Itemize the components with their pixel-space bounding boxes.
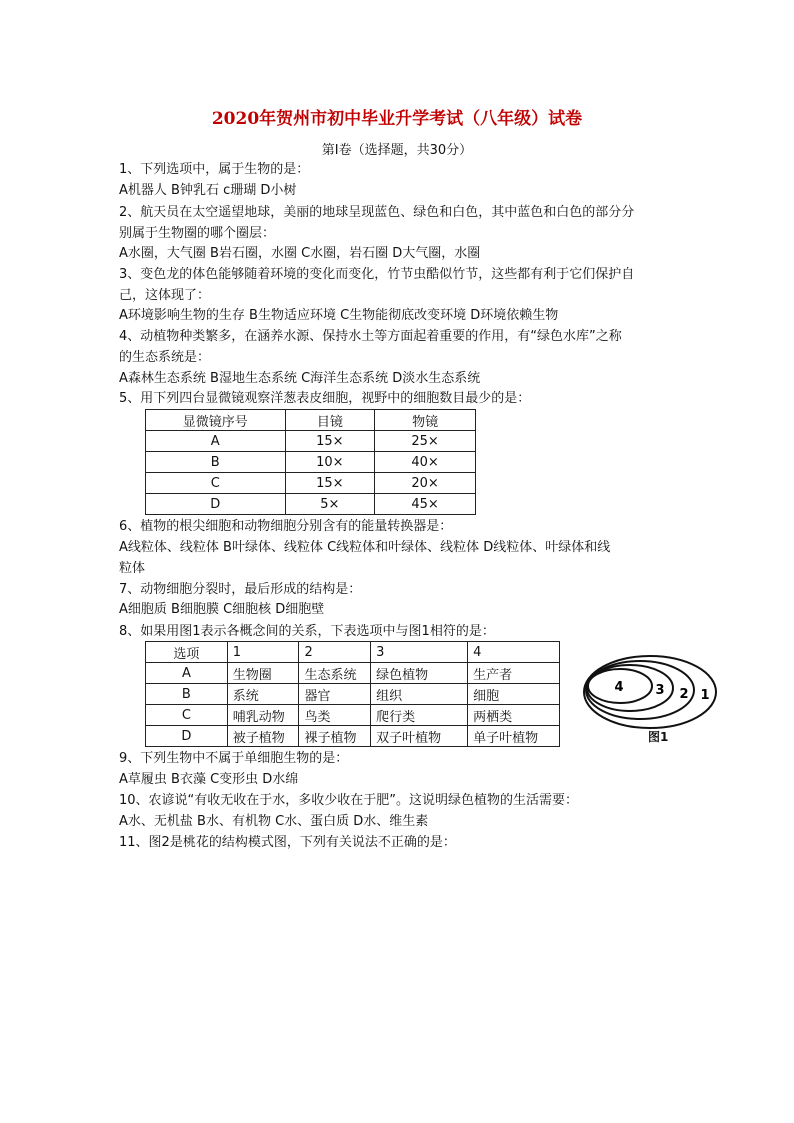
question-line: 别属于生物圈的哪个圈层： [119, 226, 276, 241]
table-cell: 细胞 [468, 684, 560, 705]
question-line: 8、如果用图1表示各概念间的关系，下表选项中与图1相符的是： [119, 624, 495, 639]
question-line: A线粒体、线粒体 B叶绿体、线粒体 C线粒体和叶绿体、线粒体 D线粒体、叶绿体和线 [119, 540, 611, 555]
question-line: A水、无机盐 B水、有机物 C水、蛋白质 D水、维生素 [119, 814, 429, 829]
table-cell: 生产者 [468, 663, 560, 684]
question-line: A水圈，大气圈 B岩石圈，水圈 C水圈，岩石圈 D大气圈，水圈 [119, 246, 481, 261]
question-line: 5、用下列四台显微镜观察洋葱表皮细胞，视野中的细胞数目最少的是： [119, 391, 531, 406]
table-cell: 25× [375, 431, 476, 452]
table-cell: 20× [375, 473, 476, 494]
table-cell: 10× [285, 452, 375, 473]
ellipse-label-1: 1 [700, 688, 710, 703]
table-row [146, 494, 476, 515]
question-line: A机器人 B钟乳石 c珊瑚 D小树 [119, 183, 297, 198]
ellipse-label-3: 3 [655, 683, 665, 698]
table-cell: 系统 [227, 684, 299, 705]
ellipse-label-4: 4 [614, 680, 624, 695]
table-cell: C [146, 705, 228, 726]
question-line: 己，这体现了： [119, 288, 211, 303]
question-line: A细胞质 B细胞膜 C细胞核 D细胞壁 [119, 602, 325, 617]
table-cell: 被子植物 [227, 726, 299, 747]
table-cell: 爬行类 [371, 705, 468, 726]
table-cell: 两栖类 [468, 705, 560, 726]
question-line: 9、下列生物中不属于单细胞生物的是： [119, 751, 349, 766]
concept-table [145, 641, 560, 747]
question-line: 3、变色龙的体色能够随着环境的变化而变化，竹节虫酷似竹节，这些都有利于它们保护自 [119, 267, 635, 282]
question-line: 1、下列选项中，属于生物的是： [119, 162, 310, 177]
table-cell: A [146, 663, 228, 684]
question-line: A草履虫 B衣藻 C变形虫 D水绵 [119, 772, 299, 787]
table-cell: 裸子植物 [299, 726, 371, 747]
question-line: 4、动植物种类繁多，在涵养水源、保持水土等方面起着重要的作用，有“绿色水库”之称 [119, 329, 622, 344]
table-row [146, 663, 560, 684]
question-line: A环境影响生物的生存 B生物适应环境 C生物能彻底改变环境 D环境依赖生物 [119, 308, 559, 323]
table-header-cell: 物镜 [375, 410, 476, 431]
table-row [146, 431, 476, 452]
table-cell: C [146, 473, 286, 494]
question-line: 粒体 [119, 561, 146, 576]
ellipse-label-2: 2 [679, 687, 689, 702]
question-line: 的生态系统是： [119, 350, 211, 365]
table-header-cell: 选项 [146, 642, 228, 663]
table-header-row [146, 642, 560, 663]
table-cell: 器官 [299, 684, 371, 705]
table-cell: 15× [285, 473, 375, 494]
table-row [146, 684, 560, 705]
table-cell: 哺乳动物 [227, 705, 299, 726]
table-cell: 组织 [371, 684, 468, 705]
section-heading: 第Ⅰ卷（选择题，共30分） [321, 143, 473, 158]
table-cell: 40× [375, 452, 476, 473]
question-line: 2、航天员在太空遥望地球，美丽的地球呈现蓝色、绿色和白色，其中蓝色和白色的部分分 [119, 205, 635, 220]
table-cell: B [146, 684, 228, 705]
question-line: 7、动物细胞分裂时，最后形成的结构是： [119, 582, 362, 597]
table-cell: B [146, 452, 286, 473]
table-header-cell: 2 [299, 642, 371, 663]
table-header-row [146, 410, 476, 431]
table-row [146, 726, 560, 747]
table-cell: A [146, 431, 286, 452]
microscope-table [145, 409, 476, 515]
table-cell: 5× [285, 494, 375, 515]
table-cell: D [146, 494, 286, 515]
figure-1-caption: 图1 [648, 730, 669, 744]
table-cell: 单子叶植物 [468, 726, 560, 747]
table-cell: 鸟类 [299, 705, 371, 726]
table-cell: 双子叶植物 [371, 726, 468, 747]
question-line: 10、农谚说“有收无收在于水，多收少收在于肥”。这说明绿色植物的生活需要： [119, 793, 579, 808]
page-title: 2020年贺州市初中毕业升学考试（八年级）试卷 [211, 109, 583, 129]
table-cell: 生物圈 [227, 663, 299, 684]
table-cell: D [146, 726, 228, 747]
table-cell: 绿色植物 [371, 663, 468, 684]
table-header-cell: 目镜 [285, 410, 375, 431]
table-row [146, 452, 476, 473]
table-row [146, 705, 560, 726]
question-line: A森林生态系统 B湿地生态系统 C海洋生态系统 D淡水生态系统 [119, 371, 481, 386]
question-line: 11、图2是桃花的结构模式图，下列有关说法不正确的是： [119, 835, 456, 850]
table-header-cell: 4 [468, 642, 560, 663]
table-cell: 15× [285, 431, 375, 452]
table-cell: 生态系统 [299, 663, 371, 684]
question-line: 6、植物的根尖细胞和动物细胞分别含有的能量转换器是： [119, 519, 453, 534]
table-cell: 45× [375, 494, 476, 515]
table-header-cell: 3 [371, 642, 468, 663]
table-header-cell: 1 [227, 642, 299, 663]
table-row [146, 473, 476, 494]
table-header-cell: 显微镜序号 [146, 410, 286, 431]
